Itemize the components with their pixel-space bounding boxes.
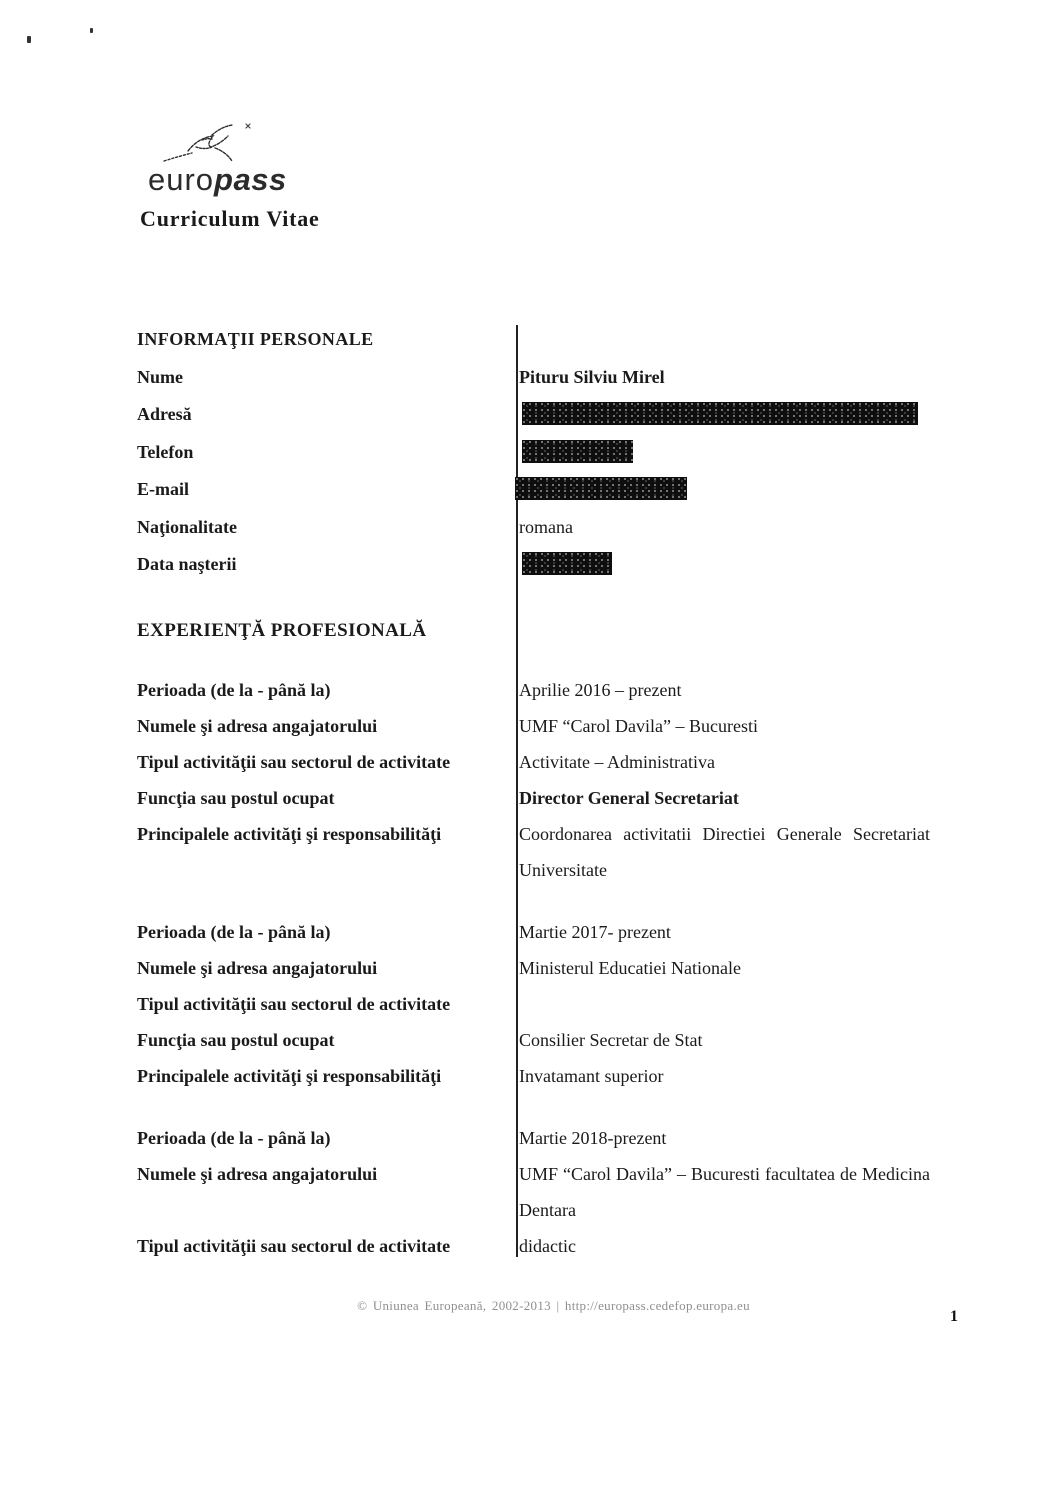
field-label: Funcţia sau postul ocupat bbox=[137, 788, 335, 808]
field-value: Consilier Secretar de Stat bbox=[519, 1030, 703, 1050]
field-label: Naţionalitate bbox=[137, 516, 237, 537]
field-value bbox=[519, 986, 930, 1022]
field-label: Tipul activităţii sau sectorul de activitate bbox=[137, 1236, 451, 1256]
field-value: Martie 2017- prezent bbox=[519, 922, 671, 942]
field-value: romana bbox=[519, 516, 573, 537]
scan-artifact-dot bbox=[27, 36, 31, 43]
field-value bbox=[519, 553, 930, 575]
experience-row bbox=[137, 744, 937, 780]
field-label: Tipul activităţii sau sectorul de activitate bbox=[137, 994, 451, 1014]
field-label: Nume bbox=[137, 367, 183, 387]
experience-row bbox=[137, 1058, 937, 1094]
experience-row bbox=[137, 1120, 937, 1156]
redacted-value-bar bbox=[522, 552, 612, 575]
field-value: Martie 2018-prezent bbox=[519, 1128, 667, 1148]
footer-copyright: © Uniunea Europeană, 2002-2013 | http://europass.cedefop.europa.eu bbox=[357, 1298, 750, 1313]
experience-job-blocks bbox=[137, 672, 937, 1264]
personal-info-row bbox=[137, 478, 937, 515]
section-title-experience: EXPERIENŢĂ PROFESIONALĂ bbox=[137, 620, 427, 641]
field-label: Numele şi adresa angajatorului bbox=[137, 716, 378, 736]
field-label: Tipul activităţii sau sectorul de activitate bbox=[137, 752, 451, 772]
field-value bbox=[519, 441, 930, 463]
scan-artifact-dot bbox=[90, 28, 93, 33]
field-value: Activitate – Administrativa bbox=[519, 752, 715, 772]
field-label: Telefon bbox=[137, 441, 194, 462]
field-value: Ministerul Educatiei Nationale bbox=[519, 958, 741, 978]
experience-section bbox=[137, 620, 937, 1290]
experience-row bbox=[137, 1228, 937, 1264]
experience-row bbox=[137, 780, 937, 816]
field-label: Perioada (de la - până la) bbox=[137, 680, 331, 700]
experience-row bbox=[137, 816, 937, 888]
europass-logo bbox=[148, 120, 368, 195]
field-label: Data naşterii bbox=[137, 553, 237, 574]
redacted-value-bar bbox=[515, 477, 687, 500]
experience-row bbox=[137, 672, 937, 708]
redacted-value-bar bbox=[522, 440, 633, 463]
experience-row bbox=[137, 708, 937, 744]
field-label: Funcţia sau postul ocupat bbox=[137, 1030, 335, 1050]
field-label: E-mail bbox=[137, 479, 189, 500]
field-value: UMF “Carol Davila” – Bucuresti facultatea de Medicina Dentara bbox=[519, 1164, 930, 1220]
field-label: Perioada (de la - până la) bbox=[137, 922, 331, 942]
experience-job-block bbox=[137, 1120, 937, 1264]
document-title: Curriculum Vitae bbox=[140, 206, 320, 231]
field-label: Perioada (de la - până la) bbox=[137, 1128, 331, 1148]
field-value: UMF “Carol Davila” – Bucuresti bbox=[519, 716, 758, 736]
wordmark-pass: pass bbox=[214, 162, 287, 197]
redacted-value-bar bbox=[522, 402, 918, 425]
field-value: didactic bbox=[519, 1236, 576, 1256]
personal-info-row bbox=[137, 403, 937, 440]
field-label: Adresă bbox=[137, 404, 192, 425]
experience-row bbox=[137, 1022, 937, 1058]
experience-row bbox=[137, 950, 937, 986]
experience-job-block bbox=[137, 672, 937, 888]
field-value: Aprilie 2016 – prezent bbox=[519, 680, 682, 700]
field-value: Pituru Silviu Mirel bbox=[519, 367, 665, 387]
experience-row bbox=[137, 1156, 937, 1228]
wordmark-euro: euro bbox=[148, 162, 215, 197]
personal-info-section bbox=[137, 329, 937, 590]
field-value: Coordonarea activitatii Directiei Generale Secretariat Universitate bbox=[519, 824, 930, 880]
field-label: Numele şi adresa angajatorului bbox=[137, 1164, 378, 1184]
page-number: 1 bbox=[950, 1308, 958, 1325]
personal-info-row bbox=[137, 366, 937, 403]
experience-job-block bbox=[137, 914, 937, 1094]
field-label: Principalele activităţi şi responsabilităţi bbox=[137, 1066, 442, 1086]
section-title-personal: INFORMAŢII PERSONALE bbox=[137, 329, 374, 349]
personal-info-row bbox=[137, 516, 937, 553]
europass-wordmark bbox=[148, 164, 368, 195]
experience-row bbox=[137, 986, 937, 1022]
field-label: Numele şi adresa angajatorului bbox=[137, 958, 378, 978]
field-label: Principalele activităţi şi responsabilităţi bbox=[137, 824, 442, 844]
field-value: Invatamant superior bbox=[519, 1066, 664, 1086]
personal-info-row bbox=[137, 441, 937, 478]
field-value bbox=[519, 478, 930, 500]
experience-row bbox=[137, 914, 937, 950]
field-value bbox=[519, 403, 930, 425]
personal-info-row bbox=[137, 553, 937, 590]
field-value: Director General Secretariat bbox=[519, 788, 739, 808]
personal-info-rows bbox=[137, 366, 937, 590]
